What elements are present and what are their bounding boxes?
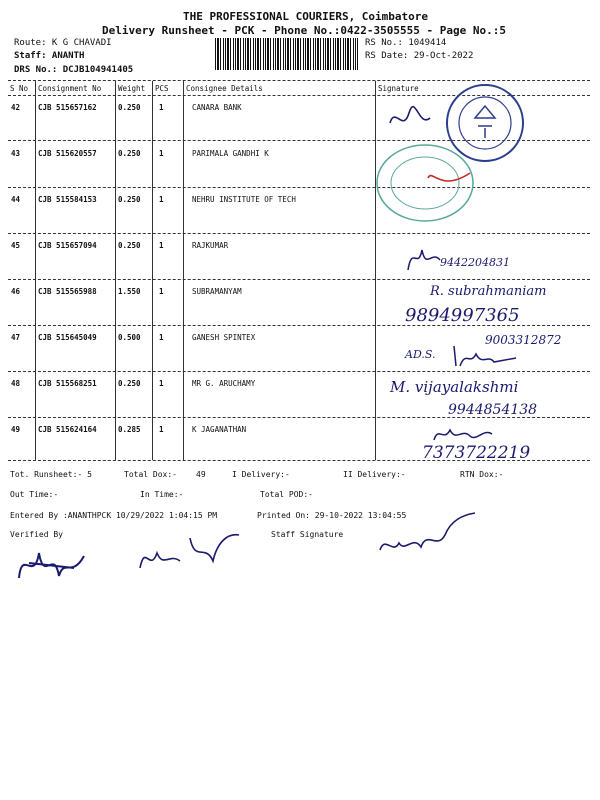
signature-row42 [385,98,435,138]
handwritten-phone-row46: 9894997365 [405,305,520,326]
row-consignee: CANARA BANK [192,103,242,112]
barcode-image [215,38,358,70]
tot-runsheet: Tot. Runsheet:- 5 [10,470,92,479]
total-dox-label: Total Dox:- [124,470,177,479]
row-consignee: NEHRU INSTITUTE OF TECH [192,195,296,204]
rs-date: RS Date: 29-Oct-2022 [365,51,474,61]
row-consignment: CJB 515657162 [38,103,97,112]
row-weight: 0.500 [118,333,141,342]
col-header-sno: S No [10,84,29,93]
row-pcs: 1 [159,241,164,250]
verified-by-label: Verified By [10,530,63,539]
row-weight: 0.250 [118,195,141,204]
handwritten-name-row46: R. subrahmaniam [430,284,547,299]
row-pcs: 1 [159,103,164,112]
col-header-signature: Signature [378,84,419,93]
i-delivery: I Delivery:- [232,470,290,479]
col-header-consignment: Consignment No [38,84,102,93]
row-weight: 0.250 [118,241,141,250]
row-sno: 46 [11,287,21,296]
handwritten-phone-row48: 9944854138 [448,402,538,418]
row-sno: 43 [11,149,21,158]
tamil-signature-scribble [375,505,485,565]
row-weight: 0.250 [118,379,141,388]
row-pcs: 1 [159,287,164,296]
row-consignee: RAJKUMAR [192,241,229,250]
row-consignee: SUBRAMANYAM [192,287,242,296]
row-sno: 45 [11,241,21,250]
row-weight: 1.550 [118,287,141,296]
document-title: THE PROFESSIONAL COURIERS, Coimbatore [183,10,429,23]
row-consignment: CJB 515624164 [38,425,97,434]
handwritten-phone-row47: 9003312872 [485,333,562,347]
row-consignment: CJB 515568251 [38,379,97,388]
drs-number: DRS No.: DCJB104941405 [14,65,134,75]
row-pcs: 1 [159,379,164,388]
handwritten-phone-row45: 9442204831 [440,256,510,269]
rs-number: RS No.: 1049414 [365,38,447,48]
row-sno: 42 [11,103,21,112]
row-pcs: 1 [159,195,164,204]
col-header-pcs: PCS [155,84,169,93]
row-sno: 48 [11,379,21,388]
row-pcs: 1 [159,149,164,158]
row-consignment: CJB 515657094 [38,241,97,250]
institute-stamp-image [370,138,480,228]
handwritten-phone-row49: 7373722219 [422,443,531,463]
row-weight: 0.250 [118,103,141,112]
row-consignee: GANESH SPINTEX [192,333,256,342]
out-time: Out Time:- [10,490,59,499]
col-header-consignee: Consignee Details [186,84,263,93]
row-consignment: CJB 515620557 [38,149,97,158]
row-pcs: 1 [159,333,164,342]
row-consignee: K JAGANATHAN [192,425,247,434]
staff-label: Staff: ANANTH [14,51,85,61]
row-consignment: CJB 515645049 [38,333,97,342]
row-consignment: CJB 515584153 [38,195,97,204]
handwritten-sig-row47: AD.S. [405,348,436,361]
total-pod: Total POD:- [260,490,313,499]
rtn-dox: RTN Dox:- [460,470,504,479]
printed-on: Printed On: 29-10-2022 13:04:55 [257,511,407,520]
document-subtitle: Delivery Runsheet - PCK - Phone No.:0422-3505555 - Page No.:5 [102,24,506,37]
col-header-weight: Weight [118,84,146,93]
staff-signature-scribble [135,523,245,583]
route-label: Route: K G CHAVADI [14,38,112,48]
row-weight: 0.250 [118,149,141,158]
row-consignee: MR G. ARUCHAMY [192,379,256,388]
row-sno: 47 [11,333,21,342]
row-sno: 49 [11,425,21,434]
total-dox-value: 49 [196,470,206,479]
row-consignment: CJB 515565988 [38,287,97,296]
row-weight: 0.285 [118,425,141,434]
staff-signature-label: Staff Signature [271,530,344,539]
row-sno: 44 [11,195,21,204]
handwritten-name-row48: M. vijayalakshmi [390,378,519,396]
entered-by: Entered By :ANANTHPCK 10/29/2022 1:04:15 PM [10,511,218,520]
verified-signature [14,538,94,588]
ii-delivery: II Delivery:- [343,470,406,479]
in-time: In Time:- [140,490,184,499]
signature-row47 [450,340,520,370]
row-consignee: PARIMALA GANDHI K [192,149,269,158]
row-pcs: 1 [159,425,164,434]
